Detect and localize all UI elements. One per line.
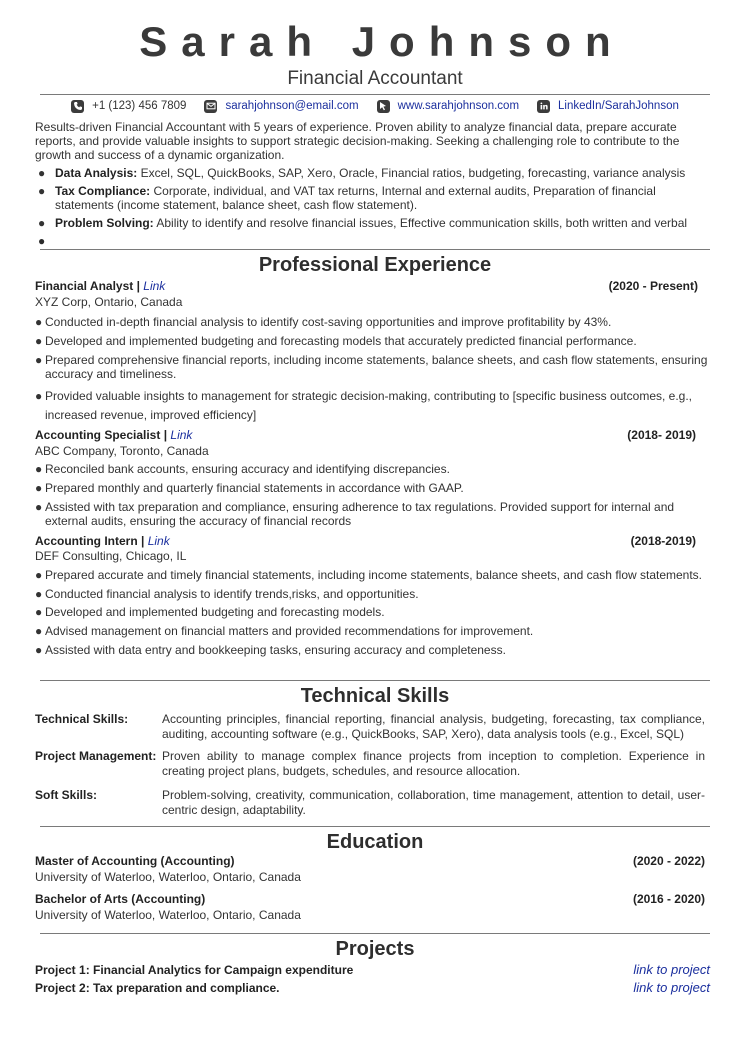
bullet-icon: ● bbox=[35, 315, 43, 329]
bullet-icon: ● bbox=[35, 624, 43, 638]
section-divider bbox=[40, 249, 710, 250]
candidate-role: Financial Accountant bbox=[287, 68, 463, 89]
tech-skill-label: Soft Skills: bbox=[35, 788, 98, 802]
job-title-3: Accounting Intern | Link bbox=[35, 534, 170, 548]
linkedin-link[interactable]: LinkedIn/SarahJohnson bbox=[558, 100, 679, 112]
bullet-icon: ● bbox=[38, 166, 46, 180]
job-date-2: (2018- 2019) bbox=[627, 428, 696, 442]
bullet-icon: ● bbox=[35, 500, 43, 514]
job-bullet bbox=[35, 605, 715, 619]
empty-bullet-icon: ● bbox=[38, 234, 46, 248]
project-link[interactable]: link to project bbox=[633, 980, 710, 995]
job-link[interactable]: Link bbox=[143, 279, 166, 293]
linkedin-icon bbox=[537, 100, 550, 113]
bullet-icon: ● bbox=[35, 568, 43, 582]
project-link[interactable]: link to project bbox=[633, 962, 710, 977]
bullet-text: Developed and implemented budgeting and forecasting models. bbox=[45, 605, 385, 619]
contact-bar bbox=[0, 97, 750, 115]
bullet-icon: ● bbox=[35, 587, 43, 601]
project-title: Project 1: Financial Analytics for Campaign expenditure bbox=[35, 963, 354, 977]
job-company-2: ABC Company, Toronto, Canada bbox=[35, 444, 209, 458]
tech-skill-value: Accounting principles, financial reporting, financial analysis, budgeting, forecasting, tax compliance, auditing, accounting software (e.g., QuickBooks, SAP, Xero), data analysis tools (e.g., Excel, SQL) bbox=[162, 712, 705, 741]
bullet-text: Conducted in-depth financial analysis to identify cost-saving opportunities and improve profitability by 43%. bbox=[45, 315, 612, 329]
bullet-icon: ● bbox=[35, 462, 43, 476]
phone-text: +1 (123) 456 7809 bbox=[92, 100, 187, 112]
education-school: University of Waterloo, Waterloo, Ontario, Canada bbox=[35, 870, 301, 884]
job-bullet bbox=[35, 387, 715, 425]
job-company-3: DEF Consulting, Chicago, IL bbox=[35, 549, 187, 563]
phone-icon bbox=[71, 100, 84, 113]
section-title-education: Education bbox=[326, 831, 424, 853]
bullet-icon: ● bbox=[35, 605, 43, 619]
job-date-3: (2018-2019) bbox=[630, 534, 696, 548]
job-bullet bbox=[35, 624, 715, 638]
bullet-icon: ● bbox=[38, 216, 46, 230]
education-date: (2016 - 2020) bbox=[632, 892, 705, 906]
skill-summary-text: Ability to identify and resolve financial issues, Effective communication skills, both written and verbal bbox=[153, 216, 688, 230]
skill-summary-item bbox=[35, 184, 707, 212]
job-link[interactable]: Link bbox=[147, 534, 170, 548]
job-bullet bbox=[35, 500, 715, 528]
bullet-icon: ● bbox=[35, 643, 43, 657]
skill-summary-label: Problem Solving: bbox=[55, 216, 154, 230]
job-date-1: (2020 - Present) bbox=[608, 279, 698, 293]
section-title-projects: Projects bbox=[335, 938, 415, 960]
skill-summary-text: Corporate, individual, and VAT tax returns, Internal and external audits, Preparation of financial statements (income statement, balance sheet, cash flow statement). bbox=[55, 184, 656, 212]
job-bullet bbox=[35, 462, 715, 476]
tech-skill-value: Problem-solving, creativity, communication, collaboration, time management, attention to detail, user-centric design, adaptability. bbox=[162, 788, 705, 817]
job-bullet bbox=[35, 481, 715, 495]
candidate-name: Sarah Johnson bbox=[139, 18, 625, 65]
project-title: Project 2: Tax preparation and compliance. bbox=[35, 981, 280, 995]
skills-summary-list bbox=[35, 166, 707, 234]
job-title-1: Financial Analyst | Link bbox=[35, 279, 166, 293]
job-bullet bbox=[35, 353, 715, 381]
summary-text: Results-driven Financial Accountant with 5 years of experience. Proven ability to analyze financial data, prepare accurate reports, and provide valuable insights to support strategic decision-making. Seeking a challenging role to contribute to the growth and success of a dynamic organization. bbox=[35, 120, 680, 162]
bullet-text: Provided valuable insights to management for strategic decision-making, contributing to [specific business outcomes, e.g., increased revenue, improved efficiency] bbox=[45, 389, 693, 422]
section-divider bbox=[40, 826, 710, 827]
job-bullet bbox=[35, 568, 715, 582]
cursor-icon bbox=[377, 100, 390, 113]
bullet-icon: ● bbox=[35, 353, 43, 367]
job-bullet bbox=[35, 315, 715, 329]
bullet-text: Prepared accurate and timely financial statements, including income statements, balance sheets, and cash flow statements. bbox=[45, 568, 703, 582]
bullet-text: Conducted financial analysis to identify trends,risks, and opportunities. bbox=[45, 587, 419, 601]
section-title-experience: Professional Experience bbox=[258, 254, 492, 276]
skill-summary-item bbox=[35, 216, 707, 230]
job-company-1: XYZ Corp, Ontario, Canada bbox=[35, 295, 183, 309]
bullet-text: Prepared comprehensive financial reports, including income statements, balance sheets, and cash flow statements, ensuring accuracy and timeliness. bbox=[45, 353, 708, 381]
skill-summary-item bbox=[35, 166, 707, 180]
education-degree: Bachelor of Arts (Accounting) bbox=[35, 892, 206, 906]
website-link[interactable]: www.sarahjohnson.com bbox=[397, 100, 520, 112]
job-bullet bbox=[35, 334, 715, 348]
contact-website[interactable] bbox=[377, 100, 519, 113]
contact-phone[interactable] bbox=[71, 100, 186, 113]
job-title-text: Financial Analyst bbox=[35, 279, 134, 293]
tech-skill-label: Project Management: bbox=[35, 749, 157, 763]
bullet-text: Assisted with tax preparation and compliance, ensuring adherence to tax regulations. Provided support for internal and external audits, ensuring the accuracy of financial records bbox=[45, 500, 675, 528]
education-date: (2020 - 2022) bbox=[632, 854, 705, 868]
bullet-icon: ● bbox=[35, 481, 43, 495]
job-title-text: Accounting Intern bbox=[35, 534, 138, 548]
skill-summary-label: Data Analysis: bbox=[55, 166, 138, 180]
bullet-icon: ● bbox=[38, 184, 46, 198]
job-link[interactable]: Link bbox=[170, 428, 193, 442]
bullet-icon: ● bbox=[35, 389, 43, 403]
bullet-text: Prepared monthly and quarterly financial statements in accordance with GAAP. bbox=[45, 481, 464, 495]
email-icon bbox=[204, 100, 217, 113]
job-title-2: Accounting Specialist | Link bbox=[35, 428, 193, 442]
job-bullet bbox=[35, 643, 715, 657]
tech-skill-label: Technical Skills: bbox=[35, 712, 129, 726]
education-degree: Master of Accounting (Accounting) bbox=[35, 854, 235, 868]
skill-summary-label: Tax Compliance: bbox=[55, 184, 151, 198]
tech-skill-value: Proven ability to manage complex finance projects from inception to completion. Experience in creating project plans, budgets, schedules, and resource allocation. bbox=[162, 749, 705, 778]
education-school: University of Waterloo, Waterloo, Ontario, Canada bbox=[35, 908, 301, 922]
bullet-text: Developed and implemented budgeting and forecasting models that accurately predicted financial performance. bbox=[45, 334, 637, 348]
header-divider bbox=[40, 94, 710, 95]
email-link[interactable]: sarahjohnson@email.com bbox=[225, 100, 359, 112]
job-bullet bbox=[35, 587, 715, 601]
section-divider bbox=[40, 933, 710, 934]
contact-linkedin[interactable] bbox=[537, 100, 679, 113]
bullet-text: Advised management on financial matters and provided recommendations for improvement. bbox=[45, 624, 534, 638]
section-title-skills: Technical Skills bbox=[300, 685, 450, 707]
bullet-text: Assisted with data entry and bookkeeping tasks, ensuring accuracy and completeness. bbox=[45, 643, 506, 657]
bullet-icon: ● bbox=[35, 334, 43, 348]
job-title-text: Accounting Specialist bbox=[35, 428, 161, 442]
bullet-text: Reconciled bank accounts, ensuring accuracy and identifying discrepancies. bbox=[45, 462, 450, 476]
skill-summary-text: Excel, SQL, QuickBooks, SAP, Xero, Oracle, Financial ratios, budgeting, forecasting, variance analysis bbox=[137, 166, 686, 180]
section-divider bbox=[40, 680, 710, 681]
contact-email[interactable] bbox=[204, 100, 358, 113]
